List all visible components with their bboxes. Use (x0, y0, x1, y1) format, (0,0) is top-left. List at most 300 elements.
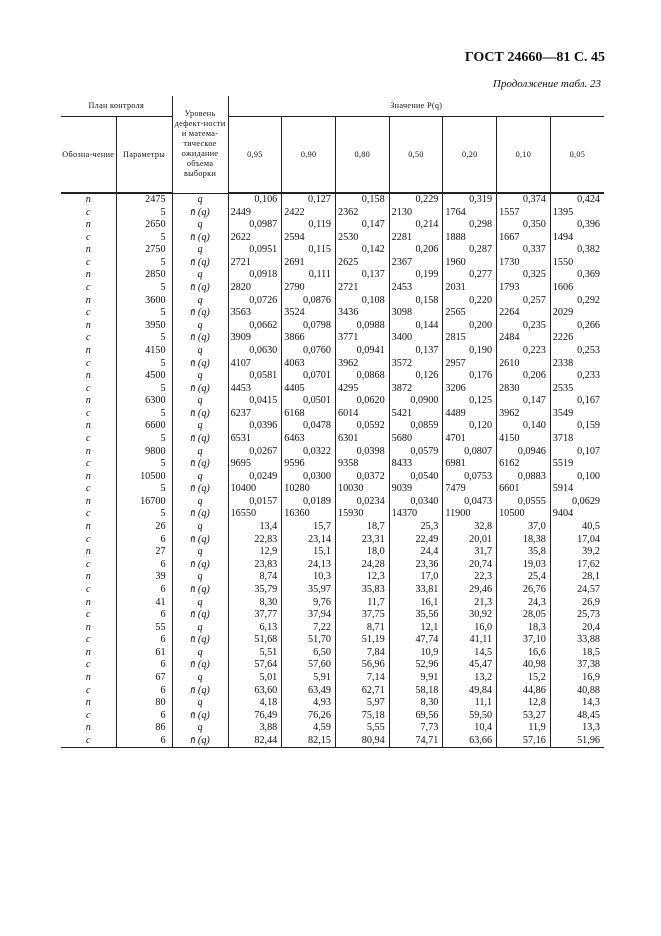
plan-parameter: 5 (116, 358, 172, 371)
value-cell: 0,266 (550, 320, 604, 333)
value-cell: 2453 (389, 282, 443, 295)
value-cell: 0,107 (550, 446, 604, 459)
value-cell: 2449 (228, 207, 282, 220)
plan-parameter: 6300 (116, 395, 172, 408)
value-cell: 3549 (550, 408, 604, 421)
value-cell: 25,73 (550, 609, 604, 622)
value-cell: 26,9 (550, 597, 604, 610)
plan-symbol: c (85, 382, 91, 394)
value-cell: 25,3 (389, 521, 443, 534)
table-continuation-label: Продолжение табл. 23 (492, 78, 601, 90)
value-cell: 0,147 (335, 219, 389, 232)
value-cell: 16,1 (389, 597, 443, 610)
level-symbol: n̄ (q) (172, 483, 228, 496)
value-cell: 3206 (443, 383, 497, 396)
plan-parameter: 86 (116, 722, 172, 735)
value-cell: 1557 (497, 207, 551, 220)
value-cell: 6531 (228, 433, 282, 446)
level-symbol: n̄ (q) (172, 609, 228, 622)
value-cell: 39,2 (550, 546, 604, 559)
value-cell: 3872 (389, 383, 443, 396)
table-row (61, 458, 604, 471)
value-cell: 0,0760 (282, 345, 336, 358)
table-row (61, 370, 604, 383)
value-cell: 10280 (282, 483, 336, 496)
level-symbol: n̄ (q) (172, 508, 228, 521)
value-cell: 82,15 (282, 735, 336, 748)
value-cell: 0,0473 (443, 496, 497, 509)
symbol-header: Обозна-чение (61, 117, 116, 194)
value-cell: 10,3 (282, 571, 336, 584)
value-cell: 9358 (335, 458, 389, 471)
plan-symbol: n (85, 344, 91, 356)
value-cell: 6,50 (282, 647, 336, 660)
level-symbol: q (172, 622, 228, 635)
table-row (61, 383, 604, 396)
plan-parameter: 9800 (116, 446, 172, 459)
plan-symbol: n (85, 370, 91, 382)
plan-symbol: c (85, 709, 91, 721)
plan-symbol: c (85, 558, 91, 570)
value-cell: 20,01 (443, 534, 497, 547)
table-row (61, 659, 604, 672)
value-cell: 4489 (443, 408, 497, 421)
plan-parameter: 6600 (116, 420, 172, 433)
table-row (61, 735, 604, 748)
value-cell: 0,382 (550, 244, 604, 257)
value-cell: 7,73 (389, 722, 443, 735)
value-cell: 5,55 (335, 722, 389, 735)
plan-symbol: n (85, 445, 91, 457)
value-cell: 4,93 (282, 697, 336, 710)
value-cell: 24,57 (550, 584, 604, 597)
plan-parameter: 41 (116, 597, 172, 610)
value-cell: 2691 (282, 257, 336, 270)
value-cell: 6237 (228, 408, 282, 421)
value-cell: 10400 (228, 483, 282, 496)
value-cell: 0,0478 (282, 420, 336, 433)
plan-parameter: 5 (116, 307, 172, 320)
table-row (61, 244, 604, 257)
value-cell: 1793 (497, 282, 551, 295)
value-cell: 3866 (282, 332, 336, 345)
plan-symbol: c (61, 735, 116, 748)
value-cell: 49,84 (443, 685, 497, 698)
value-cell: 0,292 (550, 295, 604, 308)
plan-symbol: n (85, 244, 91, 256)
plan-parameter: 61 (116, 647, 172, 660)
value-cell: 0,0726 (228, 295, 282, 308)
level-symbol: q (172, 647, 228, 660)
value-cell: 1764 (443, 207, 497, 220)
value-cell: 63,49 (282, 685, 336, 698)
level-symbol: q (172, 219, 228, 232)
value-cell: 4405 (282, 383, 336, 396)
value-cell: 22,83 (228, 534, 282, 547)
plan-parameter: 4150 (116, 345, 172, 358)
value-cell: 8,30 (389, 697, 443, 710)
value-cell: 6,13 (228, 622, 282, 635)
plan-parameter: 5 (116, 282, 172, 295)
value-cell: 5,91 (282, 672, 336, 685)
table-row (61, 408, 604, 421)
plan-symbol: n (85, 521, 91, 533)
plan-symbol: c (85, 634, 91, 646)
value-cell: 58,18 (389, 685, 443, 698)
table-row (61, 571, 604, 584)
table-body (61, 193, 604, 748)
table-row (61, 433, 604, 446)
value-cell: 2721 (228, 257, 282, 270)
value-cell: 0,0189 (282, 496, 336, 509)
value-cell: 29,46 (443, 584, 497, 597)
value-cell: 4107 (228, 358, 282, 371)
prob-header: 0,80 (335, 117, 389, 194)
value-cell: 23,14 (282, 534, 336, 547)
value-cell: 0,199 (389, 269, 443, 282)
value-cell: 0,0322 (282, 446, 336, 459)
value-cell: 15930 (335, 508, 389, 521)
plan-parameter: 2850 (116, 269, 172, 282)
value-cell: 9039 (389, 483, 443, 496)
value-cell: 0,0900 (389, 395, 443, 408)
level-symbol: n̄ (q) (172, 282, 228, 295)
value-cell: 0,0340 (389, 496, 443, 509)
value-cell: 3098 (389, 307, 443, 320)
value-cell: 2264 (497, 307, 551, 320)
value-cell: 0,0581 (228, 370, 282, 383)
value-cell: 59,50 (443, 710, 497, 723)
value-cell: 41,11 (443, 634, 497, 647)
value-cell: 0,337 (497, 244, 551, 257)
plan-parameter: 6 (116, 735, 172, 748)
plan-symbol: n (85, 646, 91, 658)
value-cell: 80,94 (335, 735, 389, 748)
value-cell: 3524 (282, 307, 336, 320)
value-cell: 74,71 (389, 735, 443, 748)
level-symbol: n̄ (q) (172, 257, 228, 270)
value-cell: 0,0372 (335, 471, 389, 484)
value-cell: 0,159 (550, 420, 604, 433)
table-row (61, 672, 604, 685)
value-cell: 0,325 (497, 269, 551, 282)
table-row (61, 609, 604, 622)
level-symbol: q (172, 697, 228, 710)
table-row (61, 269, 604, 282)
value-cell: 2594 (282, 232, 336, 245)
table-row (61, 446, 604, 459)
value-cell: 47,74 (389, 634, 443, 647)
value-cell: 16,0 (443, 622, 497, 635)
value-cell: 3400 (389, 332, 443, 345)
prob-header: 0,90 (282, 117, 336, 194)
value-cell: 17,0 (389, 571, 443, 584)
level-symbol: n̄ (q) (172, 659, 228, 672)
level-symbol: n̄ (q) (172, 383, 228, 396)
value-cell: 12,1 (389, 622, 443, 635)
level-symbol: n̄ (q) (172, 534, 228, 547)
value-cell: 0,0629 (550, 496, 604, 509)
level-symbol: q (172, 345, 228, 358)
value-cell: 0,167 (550, 395, 604, 408)
table-row (61, 332, 604, 345)
plan-symbol: n (85, 294, 91, 306)
plan-parameter: 2650 (116, 219, 172, 232)
value-cell: 2957 (443, 358, 497, 371)
value-cell: 0,100 (550, 471, 604, 484)
level-symbol: n̄ (q) (172, 634, 228, 647)
level-symbol: n̄ (q) (172, 408, 228, 421)
level-symbol: q (172, 571, 228, 584)
value-cell: 57,64 (228, 659, 282, 672)
plan-parameter: 16700 (116, 496, 172, 509)
probability-group-label: Значение P(q) (390, 101, 443, 110)
plan-symbol: c (85, 256, 91, 268)
plan-parameter: 6 (116, 559, 172, 572)
value-cell: 44,86 (497, 685, 551, 698)
value-cell: 7,84 (335, 647, 389, 660)
value-cell: 57,60 (282, 659, 336, 672)
value-cell: 14370 (389, 508, 443, 521)
value-cell: 0,0918 (228, 269, 282, 282)
value-cell: 13,4 (228, 521, 282, 534)
level-symbol: q (172, 722, 228, 735)
value-cell: 23,83 (228, 559, 282, 572)
value-cell: 2830 (497, 383, 551, 396)
plan-symbol: n (85, 319, 91, 331)
value-cell: 2610 (497, 358, 551, 371)
table-row (61, 483, 604, 496)
table-row (61, 219, 604, 232)
plan-parameter: 5 (116, 232, 172, 245)
value-cell: 0,257 (497, 295, 551, 308)
value-cell: 0,0249 (228, 471, 282, 484)
value-cell: 40,5 (550, 521, 604, 534)
value-cell: 6162 (497, 458, 551, 471)
value-cell: 12,9 (228, 546, 282, 559)
plan-symbol: n (85, 671, 91, 683)
value-cell: 25,4 (497, 571, 551, 584)
table-row (61, 597, 604, 610)
value-cell: 10,4 (443, 722, 497, 735)
value-cell: 6301 (335, 433, 389, 446)
plan-parameter: 2750 (116, 244, 172, 257)
plan-symbol: n (85, 395, 91, 407)
table-row (61, 634, 604, 647)
value-cell: 35,79 (228, 584, 282, 597)
value-cell: 3572 (389, 358, 443, 371)
value-cell: 62,71 (335, 685, 389, 698)
value-cell: 0,287 (443, 244, 497, 257)
plan-parameter: 5 (116, 483, 172, 496)
level-symbol: q (172, 546, 228, 559)
level-symbol: q (172, 496, 228, 509)
plan-parameter: 5 (116, 458, 172, 471)
value-cell: 10500 (497, 508, 551, 521)
value-cell: 24,13 (282, 559, 336, 572)
level-symbol: q (172, 395, 228, 408)
value-cell: 33,81 (389, 584, 443, 597)
table-row (61, 647, 604, 660)
table-row (61, 358, 604, 371)
level-symbol: q (172, 295, 228, 308)
plan-parameter: 6 (116, 659, 172, 672)
plan-parameter: 27 (116, 546, 172, 559)
plan-symbol: c (85, 407, 91, 419)
value-cell: 0,298 (443, 219, 497, 232)
value-cell: 15,2 (497, 672, 551, 685)
value-cell: 23,36 (389, 559, 443, 572)
value-cell: 16360 (282, 508, 336, 521)
params-header: Параметры (116, 117, 172, 194)
plan-symbol: c (85, 508, 91, 520)
table-row (61, 722, 604, 735)
value-cell: 0,374 (497, 193, 551, 207)
plan-parameter: 5 (116, 433, 172, 446)
value-cell: 11,7 (335, 597, 389, 610)
value-cell: 2422 (282, 207, 336, 220)
value-cell: 4,18 (228, 697, 282, 710)
level-symbol: n̄ (q) (172, 584, 228, 597)
value-cell: 0,0620 (335, 395, 389, 408)
value-cell: 3962 (335, 358, 389, 371)
value-cell: 0,0234 (335, 496, 389, 509)
value-cell: 26,76 (497, 584, 551, 597)
value-cell: 17,04 (550, 534, 604, 547)
value-cell: 2721 (335, 282, 389, 295)
value-cell: 0,0883 (497, 471, 551, 484)
value-cell: 16,9 (550, 672, 604, 685)
value-cell: 2820 (228, 282, 282, 295)
value-cell: 35,56 (389, 609, 443, 622)
plan-symbol: n (85, 194, 91, 205)
plan-symbol: c (85, 659, 91, 671)
plan-parameter: 3600 (116, 295, 172, 308)
plan-symbol: n (85, 470, 91, 482)
value-cell: 4295 (335, 383, 389, 396)
level-symbol: q (172, 446, 228, 459)
value-cell: 6981 (443, 458, 497, 471)
value-cell: 2815 (443, 332, 497, 345)
value-cell: 4063 (282, 358, 336, 371)
value-cell: 0,0987 (228, 219, 282, 232)
plan-parameter: 5 (116, 508, 172, 521)
value-cell: 6014 (335, 408, 389, 421)
value-cell: 63,60 (228, 685, 282, 698)
plan-parameter: 6 (116, 685, 172, 698)
value-cell: 0,144 (389, 320, 443, 333)
value-cell: 0,424 (550, 193, 604, 207)
value-cell: 37,0 (497, 521, 551, 534)
value-cell: 0,253 (550, 345, 604, 358)
value-cell: 17,62 (550, 559, 604, 572)
value-cell: 37,38 (550, 659, 604, 672)
value-cell: 0,0300 (282, 471, 336, 484)
plan-symbol: c (85, 432, 91, 444)
table-row (61, 546, 604, 559)
plan-symbol: n (85, 546, 91, 558)
value-cell: 10030 (335, 483, 389, 496)
value-cell: 0,350 (497, 219, 551, 232)
value-cell: 16,6 (497, 647, 551, 660)
value-cell: 16550 (228, 508, 282, 521)
value-cell: 4453 (228, 383, 282, 396)
level-symbol: q (172, 320, 228, 333)
value-cell: 14,5 (443, 647, 497, 660)
value-cell: 15,1 (282, 546, 336, 559)
table-row (61, 395, 604, 408)
plan-parameter: 6 (116, 534, 172, 547)
value-cell: 82,44 (228, 735, 282, 748)
value-cell: 8,71 (335, 622, 389, 635)
table-row (61, 282, 604, 295)
value-cell: 2029 (550, 307, 604, 320)
plan-parameter: 6 (116, 609, 172, 622)
results-table (61, 96, 604, 748)
value-cell: 0,158 (335, 193, 389, 207)
probability-group-header (228, 96, 604, 117)
level-symbol: q (172, 370, 228, 383)
value-cell: 0,119 (282, 219, 336, 232)
value-cell: 0,0868 (335, 370, 389, 383)
level-symbol: n̄ (q) (172, 307, 228, 320)
value-cell: 0,396 (550, 219, 604, 232)
value-cell: 2338 (550, 358, 604, 371)
value-cell: 5,51 (228, 647, 282, 660)
table-row (61, 584, 604, 597)
level-symbol: n̄ (q) (172, 685, 228, 698)
level-symbol: q (172, 521, 228, 534)
value-cell: 0,0540 (389, 471, 443, 484)
value-cell: 0,369 (550, 269, 604, 282)
value-cell: 35,8 (497, 546, 551, 559)
plan-parameter: 5 (116, 408, 172, 421)
value-cell: 0,0630 (228, 345, 282, 358)
value-cell: 22,3 (443, 571, 497, 584)
plan-symbol: c (85, 609, 91, 621)
table-row (61, 193, 604, 207)
table-row (61, 232, 604, 245)
value-cell: 24,28 (335, 559, 389, 572)
value-cell: 0,0946 (497, 446, 551, 459)
value-cell: 0,206 (497, 370, 551, 383)
value-cell: 23,31 (335, 534, 389, 547)
table-row (61, 420, 604, 433)
plan-parameter: 80 (116, 697, 172, 710)
value-cell: 24,3 (497, 597, 551, 610)
table-row (61, 685, 604, 698)
value-cell: 0,319 (443, 193, 497, 207)
value-cell: 3771 (335, 332, 389, 345)
plan-symbol: c (85, 357, 91, 369)
value-cell: 7,22 (282, 622, 336, 635)
value-cell: 4701 (443, 433, 497, 446)
value-cell: 0,0579 (389, 446, 443, 459)
value-cell: 0,147 (497, 395, 551, 408)
value-cell: 48,45 (550, 710, 604, 723)
value-cell: 40,98 (497, 659, 551, 672)
table-row (61, 697, 604, 710)
value-cell: 69,56 (389, 710, 443, 723)
plan-parameter: 10500 (116, 471, 172, 484)
value-cell: 0,233 (550, 370, 604, 383)
plan-parameter: 2475 (116, 193, 172, 207)
value-cell: 0,229 (389, 193, 443, 207)
value-cell: 30,92 (443, 609, 497, 622)
value-cell: 37,10 (497, 634, 551, 647)
value-cell: 18,0 (335, 546, 389, 559)
plan-symbol: n (85, 722, 91, 734)
